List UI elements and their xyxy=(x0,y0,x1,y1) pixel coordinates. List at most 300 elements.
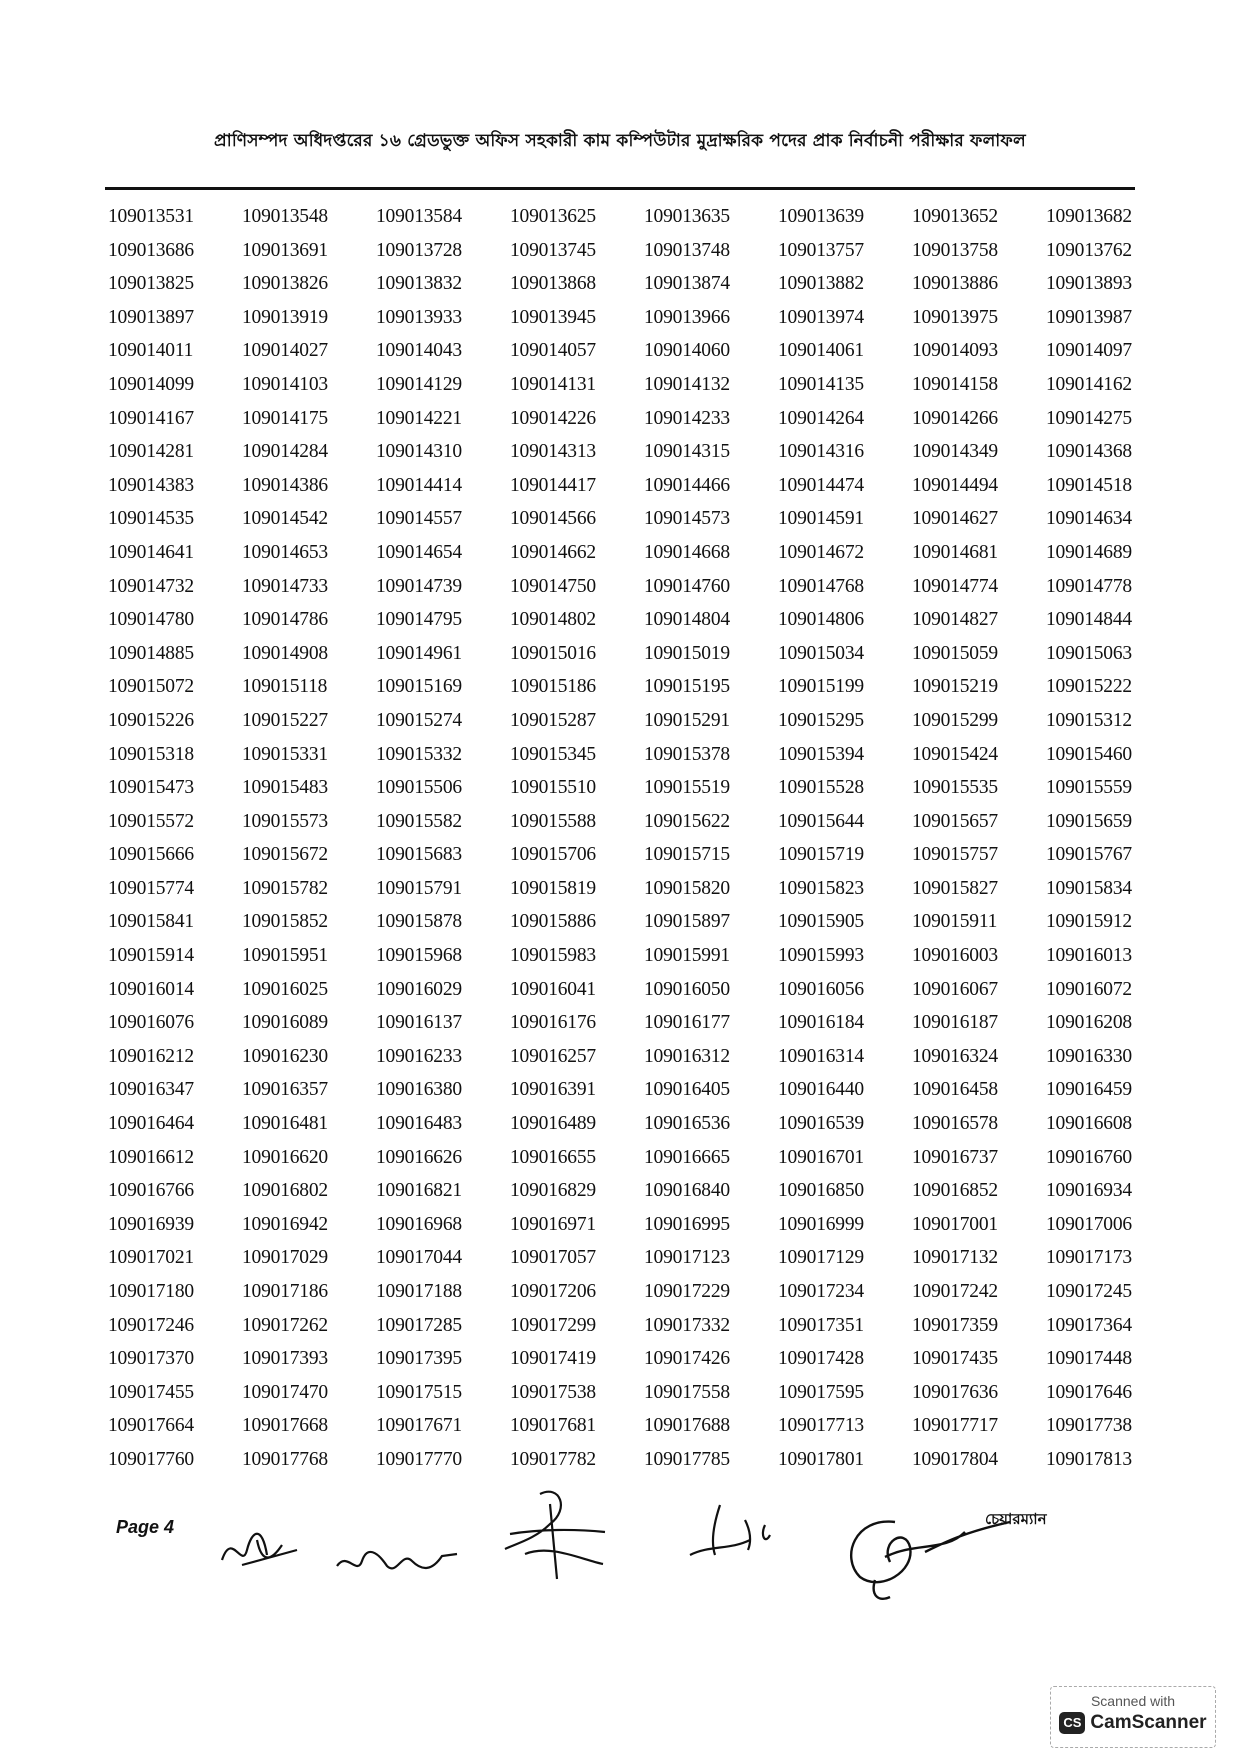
roll-number-cell: 109017001 xyxy=(912,1213,998,1235)
badge-brand: CamScanner xyxy=(1090,1712,1207,1733)
roll-number-cell: 109014310 xyxy=(376,441,462,463)
roll-number-cell: 109015622 xyxy=(644,810,730,832)
roll-number-cell: 109016233 xyxy=(376,1045,462,1067)
roll-number-cell: 109015169 xyxy=(376,676,462,698)
roll-number-cell: 109016050 xyxy=(644,978,730,1000)
roll-number-cell: 109016072 xyxy=(1046,978,1132,1000)
roll-number-cell: 109016934 xyxy=(1046,1180,1132,1202)
roll-number-cell: 109015535 xyxy=(912,777,998,799)
roll-number-cell: 109017801 xyxy=(778,1448,864,1470)
signature-3 xyxy=(495,1484,615,1584)
roll-number-cell: 109016489 xyxy=(510,1113,596,1135)
roll-number-cell: 109015274 xyxy=(376,709,462,731)
roll-number-cell: 109013639 xyxy=(778,206,864,227)
roll-number-cell: 109014557 xyxy=(376,508,462,530)
roll-number-cell: 109017188 xyxy=(376,1281,462,1302)
roll-number-cell: 109017370 xyxy=(108,1348,194,1370)
roll-number-cell: 109017426 xyxy=(644,1348,730,1370)
roll-number-cell: 109017359 xyxy=(912,1314,998,1336)
roll-number-cell: 109015719 xyxy=(778,844,864,866)
roll-number-cell: 109017180 xyxy=(108,1281,194,1302)
roll-number-cell: 109016999 xyxy=(778,1213,864,1235)
roll-number-cell: 109014368 xyxy=(1046,441,1132,463)
roll-number-cell: 109016620 xyxy=(242,1146,328,1168)
roll-number-cell: 109016459 xyxy=(1046,1079,1132,1101)
roll-number-cell: 109014414 xyxy=(376,474,462,496)
roll-number-cell: 109016829 xyxy=(510,1180,596,1202)
roll-number-cell: 109015016 xyxy=(510,642,596,664)
roll-number-cell: 109014349 xyxy=(912,441,998,463)
roll-number-cell: 109015914 xyxy=(108,945,194,967)
roll-number-cell: 109014284 xyxy=(242,441,328,463)
roll-number-cell: 109013868 xyxy=(510,273,596,295)
roll-number-cell: 109013945 xyxy=(510,306,596,328)
roll-number-cell: 109014281 xyxy=(108,441,194,463)
roll-number-cell: 109017021 xyxy=(108,1247,194,1269)
roll-number-cell: 109016626 xyxy=(376,1146,462,1168)
roll-number-cell: 109016187 xyxy=(912,1012,998,1034)
roll-number-cell: 109017435 xyxy=(912,1348,998,1370)
roll-number-cell: 109016939 xyxy=(108,1213,194,1235)
roll-number-cell: 109014057 xyxy=(510,340,596,362)
roll-number-cell: 109015394 xyxy=(778,743,864,765)
roll-number-cell: 109015657 xyxy=(912,810,998,832)
roll-number-cell: 109013531 xyxy=(108,206,194,227)
roll-number-cell: 109017351 xyxy=(778,1314,864,1336)
roll-number-cell: 109014653 xyxy=(242,541,328,563)
roll-number-cell: 109015332 xyxy=(376,743,462,765)
roll-number-cell: 109015968 xyxy=(376,945,462,967)
roll-number-cell: 109017455 xyxy=(108,1381,194,1403)
roll-number-cell: 109014566 xyxy=(510,508,596,530)
roll-number-cell: 109014654 xyxy=(376,541,462,563)
roll-number-cell: 109016971 xyxy=(510,1213,596,1235)
signature-4 xyxy=(680,1500,780,1570)
roll-number-cell: 109014233 xyxy=(644,407,730,429)
roll-number-cell: 109015715 xyxy=(644,844,730,866)
roll-number-cell: 109017044 xyxy=(376,1247,462,1269)
camscanner-badge xyxy=(1050,1686,1216,1748)
roll-number-cell: 109016357 xyxy=(242,1079,328,1101)
roll-number-cell: 109017245 xyxy=(1046,1281,1132,1302)
roll-number-cell: 109017299 xyxy=(510,1314,596,1336)
roll-number-cell: 109015519 xyxy=(644,777,730,799)
roll-number-cell: 109015034 xyxy=(778,642,864,664)
roll-number-cell: 109015820 xyxy=(644,877,730,899)
roll-number-cell: 109015588 xyxy=(510,810,596,832)
roll-number-cell: 109015834 xyxy=(1046,877,1132,899)
roll-number-cell: 109016481 xyxy=(242,1113,328,1135)
roll-number-cell: 109014129 xyxy=(376,373,462,395)
roll-number-cell: 109016968 xyxy=(376,1213,462,1235)
roll-number-cell: 109013919 xyxy=(242,306,328,328)
roll-number-cell: 109013825 xyxy=(108,273,194,295)
roll-number-cell: 109016942 xyxy=(242,1213,328,1235)
roll-number-cell: 109014061 xyxy=(778,340,864,362)
roll-number-cell: 109015683 xyxy=(376,844,462,866)
roll-number-cell: 109014774 xyxy=(912,575,998,597)
roll-number-cell: 109016665 xyxy=(644,1146,730,1168)
roll-number-cell: 109014266 xyxy=(912,407,998,429)
roll-number-cell: 109014131 xyxy=(510,373,596,395)
roll-number-cell: 109017538 xyxy=(510,1381,596,1403)
roll-number-cell: 109014768 xyxy=(778,575,864,597)
roll-number-cell: 109013874 xyxy=(644,273,730,295)
roll-number-cell: 109014011 xyxy=(108,340,194,362)
roll-number-cell: 109015510 xyxy=(510,777,596,799)
signature-1 xyxy=(212,1520,302,1580)
roll-number-cell: 109017123 xyxy=(644,1247,730,1269)
roll-number-cell: 109014167 xyxy=(108,407,194,429)
roll-number-cell: 109015295 xyxy=(778,709,864,731)
roll-number-cell: 109016089 xyxy=(242,1012,328,1034)
roll-number-cell: 109014804 xyxy=(644,609,730,631)
roll-number-cell: 109014780 xyxy=(108,609,194,631)
roll-number-cell: 109016760 xyxy=(1046,1146,1132,1168)
roll-number-cell: 109013548 xyxy=(242,206,328,227)
roll-number-cell: 109014043 xyxy=(376,340,462,362)
roll-number-cell: 109013686 xyxy=(108,239,194,261)
roll-number-cell: 109016003 xyxy=(912,945,998,967)
roll-number-cell: 109015483 xyxy=(242,777,328,799)
roll-number-cell: 109014264 xyxy=(778,407,864,429)
roll-number-cell: 109017813 xyxy=(1046,1448,1132,1470)
roll-number-cell: 109013886 xyxy=(912,273,998,295)
roll-number-cell: 109017395 xyxy=(376,1348,462,1370)
roll-number-cell: 109014961 xyxy=(376,642,462,664)
roll-number-cell: 109016802 xyxy=(242,1180,328,1202)
signature-label: চেয়ারম্যান xyxy=(985,1510,1047,1528)
roll-number-cell: 109014316 xyxy=(778,441,864,463)
roll-number-cell: 109013745 xyxy=(510,239,596,261)
roll-number-cell: 109017515 xyxy=(376,1381,462,1403)
roll-number-cell: 109015905 xyxy=(778,911,864,933)
roll-number-cell: 109016458 xyxy=(912,1079,998,1101)
roll-number-cell: 109014226 xyxy=(510,407,596,429)
roll-number-cell: 109015573 xyxy=(242,810,328,832)
roll-number-cell: 109015506 xyxy=(376,777,462,799)
roll-number-cell: 109016137 xyxy=(376,1012,462,1034)
roll-number-cell: 109015019 xyxy=(644,642,730,664)
roll-number-cell: 109016578 xyxy=(912,1113,998,1135)
roll-number-cell: 109015791 xyxy=(376,877,462,899)
badge-top-text: Scanned with xyxy=(1090,1693,1176,1709)
roll-number-cell: 109016013 xyxy=(1046,945,1132,967)
camscanner-logo-icon: CS xyxy=(1059,1712,1085,1734)
roll-number-cell: 109015659 xyxy=(1046,810,1132,832)
roll-number-cell: 109017558 xyxy=(644,1381,730,1403)
roll-number-cell: 109016701 xyxy=(778,1146,864,1168)
roll-number-cell: 109017262 xyxy=(242,1314,328,1336)
roll-number-cell: 109017768 xyxy=(242,1448,328,1470)
roll-number-cell: 109017636 xyxy=(912,1381,998,1403)
roll-number-cell: 109017713 xyxy=(778,1415,864,1437)
roll-number-cell: 109014844 xyxy=(1046,609,1132,631)
roll-number-cell: 109016539 xyxy=(778,1113,864,1135)
roll-number-cell: 109015706 xyxy=(510,844,596,866)
roll-number-cell: 109015331 xyxy=(242,743,328,765)
roll-number-cell: 109016041 xyxy=(510,978,596,1000)
roll-number-cell: 109017332 xyxy=(644,1314,730,1336)
roll-number-cell: 109016312 xyxy=(644,1045,730,1067)
roll-number-cell: 109017782 xyxy=(510,1448,596,1470)
roll-number-cell: 109014627 xyxy=(912,508,998,530)
roll-number-cell: 109014099 xyxy=(108,373,194,395)
roll-number-cell: 109014681 xyxy=(912,541,998,563)
roll-number-cell: 109015897 xyxy=(644,911,730,933)
roll-number-cell: 109013832 xyxy=(376,273,462,295)
roll-number-cell: 109015666 xyxy=(108,844,194,866)
roll-number-cell: 109017006 xyxy=(1046,1213,1132,1235)
roll-number-cell: 109015378 xyxy=(644,743,730,765)
roll-number-cell: 109015059 xyxy=(912,642,998,664)
roll-number-cell: 109015424 xyxy=(912,743,998,765)
roll-number-cell: 109013882 xyxy=(778,273,864,295)
roll-number-cell: 109014162 xyxy=(1046,373,1132,395)
roll-number-cell: 109017668 xyxy=(242,1415,328,1437)
roll-number-cell: 109014542 xyxy=(242,508,328,530)
roll-number-cell: 109014802 xyxy=(510,609,596,631)
roll-number-cell: 109016067 xyxy=(912,978,998,1000)
roll-number-cell: 109015852 xyxy=(242,911,328,933)
roll-number-cell: 109017364 xyxy=(1046,1314,1132,1336)
roll-number-cell: 109014175 xyxy=(242,407,328,429)
roll-number-cell: 109017285 xyxy=(376,1314,462,1336)
roll-number-cell: 109016405 xyxy=(644,1079,730,1101)
roll-number-cell: 109015572 xyxy=(108,810,194,832)
roll-number-cell: 109017470 xyxy=(242,1381,328,1403)
roll-number-cell: 109014417 xyxy=(510,474,596,496)
roll-number-cell: 109015072 xyxy=(108,676,194,698)
roll-number-cell: 109017132 xyxy=(912,1247,998,1269)
roll-number-cell: 109015299 xyxy=(912,709,998,731)
roll-number-cell: 109017738 xyxy=(1046,1415,1132,1437)
roll-number-cell: 109013652 xyxy=(912,206,998,227)
roll-number-cell: 109017717 xyxy=(912,1415,998,1437)
roll-number-cell: 109015951 xyxy=(242,945,328,967)
roll-number-cell: 109014750 xyxy=(510,575,596,597)
roll-number-cell: 109017785 xyxy=(644,1448,730,1470)
roll-number-cell: 109014275 xyxy=(1046,407,1132,429)
roll-number-cell: 109017057 xyxy=(510,1247,596,1269)
roll-number-cell: 109015774 xyxy=(108,877,194,899)
roll-number-cell: 109014474 xyxy=(778,474,864,496)
roll-number-cell: 109016612 xyxy=(108,1146,194,1168)
roll-number-cell: 109013757 xyxy=(778,239,864,261)
roll-number-cell: 109013691 xyxy=(242,239,328,261)
roll-number-cell: 109014494 xyxy=(912,474,998,496)
roll-number-cell: 109017129 xyxy=(778,1247,864,1269)
roll-number-cell: 109016330 xyxy=(1046,1045,1132,1067)
roll-number-cell: 109013826 xyxy=(242,273,328,295)
roll-number-cell: 109014158 xyxy=(912,373,998,395)
roll-number-cell: 109016766 xyxy=(108,1180,194,1202)
roll-number-cell: 109013762 xyxy=(1046,239,1132,261)
roll-number-cell: 109017242 xyxy=(912,1281,998,1302)
roll-number-cell: 109014672 xyxy=(778,541,864,563)
roll-number-cell: 109016536 xyxy=(644,1113,730,1135)
roll-number-cell: 109017770 xyxy=(376,1448,462,1470)
roll-number-cell: 109015912 xyxy=(1046,911,1132,933)
roll-number-cell: 109013728 xyxy=(376,239,462,261)
roll-number-cell: 109016440 xyxy=(778,1079,864,1101)
roll-number-cell: 109015644 xyxy=(778,810,864,832)
roll-number-cell: 109016177 xyxy=(644,1012,730,1034)
roll-number-cell: 109015118 xyxy=(242,676,328,698)
roll-number-cell: 109015878 xyxy=(376,911,462,933)
roll-number-cell: 109017646 xyxy=(1046,1381,1132,1403)
roll-number-cell: 109016391 xyxy=(510,1079,596,1101)
signature-2 xyxy=(332,1536,462,1586)
roll-number-cell: 109016314 xyxy=(778,1045,864,1067)
roll-number-cell: 109015186 xyxy=(510,676,596,698)
roll-number-cell: 109015195 xyxy=(644,676,730,698)
roll-number-cell: 109014132 xyxy=(644,373,730,395)
roll-number-cell: 109014573 xyxy=(644,508,730,530)
roll-number-cell: 109016852 xyxy=(912,1180,998,1202)
roll-number-cell: 109014732 xyxy=(108,575,194,597)
roll-number-cell: 109017448 xyxy=(1046,1348,1132,1370)
roll-number-cell: 109013933 xyxy=(376,306,462,328)
roll-number-cell: 109014641 xyxy=(108,541,194,563)
roll-number-cell: 109017419 xyxy=(510,1348,596,1370)
roll-number-cell: 109016184 xyxy=(778,1012,864,1034)
roll-number-cell: 109015582 xyxy=(376,810,462,832)
roll-number-cell: 109017206 xyxy=(510,1281,596,1302)
roll-number-cell: 109017029 xyxy=(242,1247,328,1269)
roll-number-cell: 109016464 xyxy=(108,1113,194,1135)
roll-number-cell: 109015827 xyxy=(912,877,998,899)
roll-number-cell: 109013748 xyxy=(644,239,730,261)
roll-number-cell: 109014103 xyxy=(242,373,328,395)
roll-number-cell: 109014662 xyxy=(510,541,596,563)
roll-number-cell: 109014827 xyxy=(912,609,998,631)
roll-number-cell: 109016257 xyxy=(510,1045,596,1067)
roll-number-cell: 109016483 xyxy=(376,1113,462,1135)
roll-number-cell: 109016176 xyxy=(510,1012,596,1034)
roll-number-cell: 109014591 xyxy=(778,508,864,530)
roll-number-cell: 109014634 xyxy=(1046,508,1132,530)
roll-number-cell: 109015559 xyxy=(1046,777,1132,799)
roll-number-cell: 109017688 xyxy=(644,1415,730,1437)
roll-number-cell: 109014778 xyxy=(1046,575,1132,597)
roll-number-cell: 109014027 xyxy=(242,340,328,362)
roll-number-cell: 109014060 xyxy=(644,340,730,362)
roll-number-cell: 109015222 xyxy=(1046,676,1132,698)
roll-number-cell: 109015767 xyxy=(1046,844,1132,866)
roll-number-cell: 109014313 xyxy=(510,441,596,463)
roll-number-cell: 109014668 xyxy=(644,541,730,563)
roll-number-cell: 109013625 xyxy=(510,206,596,227)
roll-number-cell: 109013584 xyxy=(376,206,462,227)
roll-number-cell: 109015291 xyxy=(644,709,730,731)
roll-number-cell: 109017664 xyxy=(108,1415,194,1437)
roll-number-cell: 109015823 xyxy=(778,877,864,899)
roll-number-cell: 109015672 xyxy=(242,844,328,866)
roll-number-cell: 109015312 xyxy=(1046,709,1132,731)
roll-number-cell: 109017671 xyxy=(376,1415,462,1437)
roll-number-cell: 109013966 xyxy=(644,306,730,328)
roll-number-cell: 109015911 xyxy=(912,911,998,933)
roll-number-cell: 109016850 xyxy=(778,1180,864,1202)
roll-number-cell: 109016230 xyxy=(242,1045,328,1067)
roll-number-cell: 109016821 xyxy=(376,1180,462,1202)
roll-number-cell: 109013897 xyxy=(108,306,194,328)
roll-number-cell: 109013635 xyxy=(644,206,730,227)
roll-number-cell: 109016608 xyxy=(1046,1113,1132,1135)
roll-number-cell: 109014093 xyxy=(912,340,998,362)
roll-number-cell: 109013758 xyxy=(912,239,998,261)
roll-number-cell: 109015460 xyxy=(1046,743,1132,765)
roll-number-cell: 109015226 xyxy=(108,709,194,731)
roll-number-cell: 109015528 xyxy=(778,777,864,799)
roll-number-cell: 109017234 xyxy=(778,1281,864,1302)
roll-number-cell: 109014689 xyxy=(1046,541,1132,563)
roll-number-cell: 109016076 xyxy=(108,1012,194,1034)
roll-number-cell: 109017173 xyxy=(1046,1247,1132,1269)
roll-number-cell: 109014315 xyxy=(644,441,730,463)
roll-number-cell: 109015886 xyxy=(510,911,596,933)
roll-number-cell: 109017595 xyxy=(778,1381,864,1403)
signature-area xyxy=(0,1470,1240,1620)
page-number-label: Page 4 xyxy=(116,1517,175,1537)
roll-number-cell: 109015199 xyxy=(778,676,864,698)
roll-number-cell: 109014386 xyxy=(242,474,328,496)
roll-number-cell: 109016208 xyxy=(1046,1012,1132,1034)
roll-number-cell: 109016056 xyxy=(778,978,864,1000)
page-title: প্রাণিসম্পদ অধিদপ্তরের ১৬ গ্রেডভুক্ত অফিস সহকারী কাম কম্পিউটার মুদ্রাক্ষরিক পদের প্রাক নির্বাচনী পরীক্ষার ফলাফল xyxy=(214,131,1026,151)
roll-number-cell: 109015287 xyxy=(510,709,596,731)
roll-number-cell: 109014760 xyxy=(644,575,730,597)
roll-number-cell: 109017681 xyxy=(510,1415,596,1437)
roll-number-cell: 109016655 xyxy=(510,1146,596,1168)
roll-number-cell: 109014535 xyxy=(108,508,194,530)
roll-number-cell: 109015345 xyxy=(510,743,596,765)
roll-number-cell: 109014795 xyxy=(376,609,462,631)
roll-number-cell: 109016014 xyxy=(108,978,194,1000)
roll-number-cell: 109015227 xyxy=(242,709,328,731)
roll-number-cell: 109017428 xyxy=(778,1348,864,1370)
roll-number-cell: 109014518 xyxy=(1046,474,1132,496)
roll-number-cell: 109015219 xyxy=(912,676,998,698)
roll-number-cell: 109014221 xyxy=(376,407,462,429)
roll-number-cell: 109013893 xyxy=(1046,273,1132,295)
roll-number-cell: 109015841 xyxy=(108,911,194,933)
roll-number-cell: 109014097 xyxy=(1046,340,1132,362)
roll-number-cell: 109013987 xyxy=(1046,306,1132,328)
roll-number-cell: 109016324 xyxy=(912,1045,998,1067)
roll-number-cell: 109014383 xyxy=(108,474,194,496)
roll-number-cell: 109014786 xyxy=(242,609,328,631)
roll-number-cell: 109014739 xyxy=(376,575,462,597)
roll-number-grid xyxy=(108,200,1148,1477)
roll-number-cell: 109014908 xyxy=(242,642,328,664)
roll-number-cell: 109014885 xyxy=(108,642,194,664)
roll-number-cell: 109017804 xyxy=(912,1448,998,1470)
roll-number-cell: 109014806 xyxy=(778,609,864,631)
roll-number-cell: 109014135 xyxy=(778,373,864,395)
roll-number-cell: 109016840 xyxy=(644,1180,730,1202)
roll-number-cell: 109016995 xyxy=(644,1213,730,1235)
roll-number-cell: 109016212 xyxy=(108,1045,194,1067)
roll-number-cell: 109016029 xyxy=(376,978,462,1000)
roll-number-cell: 109013682 xyxy=(1046,206,1132,227)
roll-number-cell: 109015318 xyxy=(108,743,194,765)
roll-number-cell: 109017246 xyxy=(108,1314,194,1336)
roll-number-cell: 109014466 xyxy=(644,474,730,496)
roll-number-cell: 109016380 xyxy=(376,1079,462,1101)
roll-number-cell: 109017393 xyxy=(242,1348,328,1370)
